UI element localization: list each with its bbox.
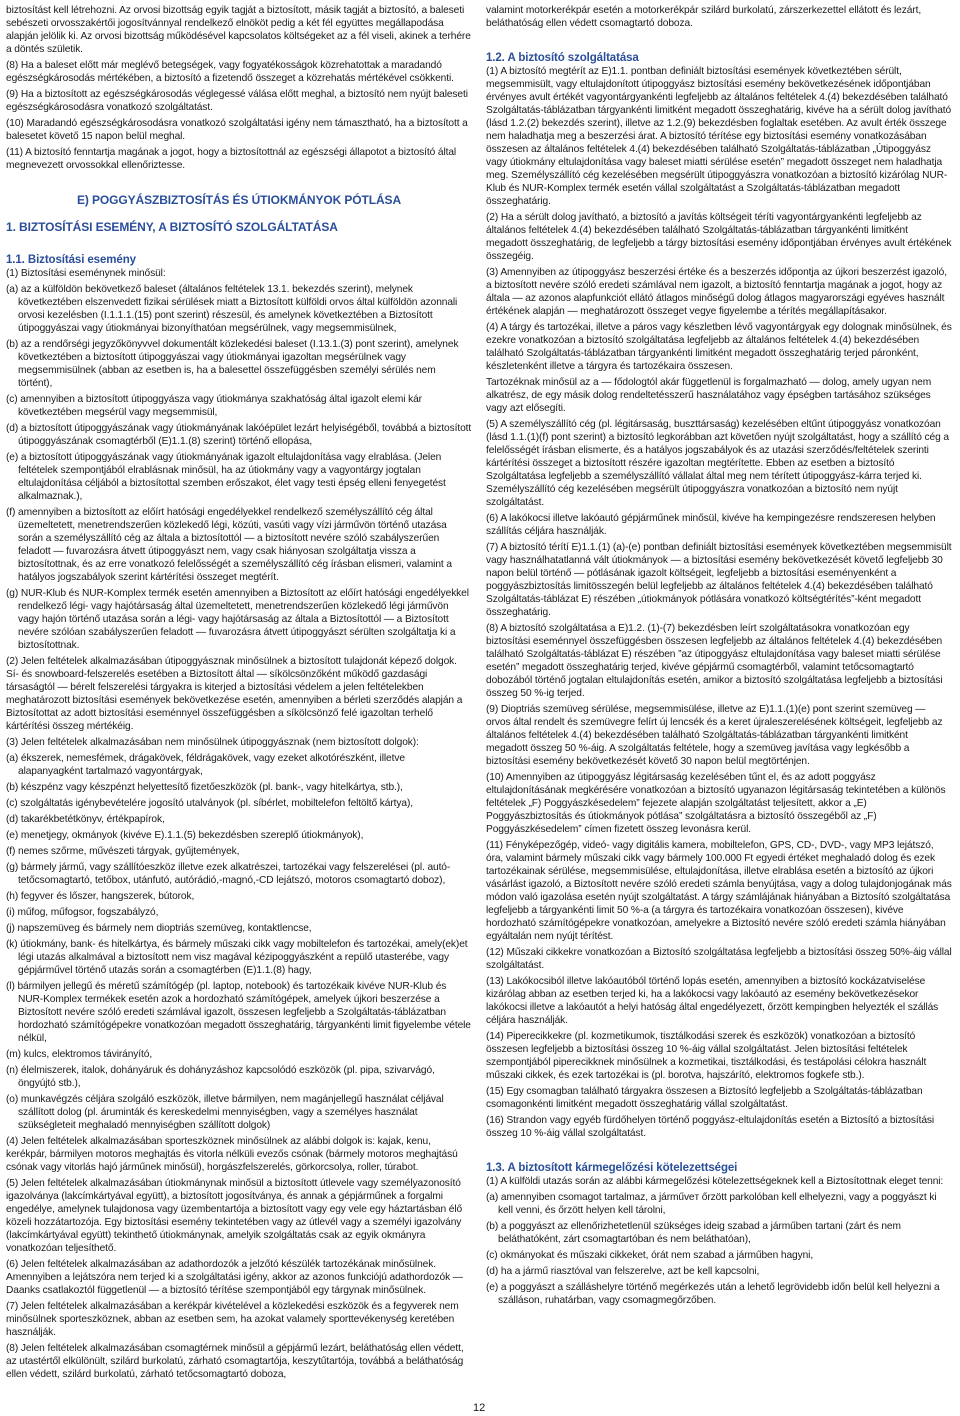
paragraph-2: (2) Jelen feltételek alkalmazásában útipoggyásznak minősülnek a biztosított tulajdonát képező dolgok. Sí- és snowboard-felszerelés esetében a Biztosított által — síkölcsönzőként működő gazdasági társaságtól — bérelt felszerelési tárgyakra is kiterjed a biztosítási védelem a jelen feltételekben meghatározott biztosítási események bekövetkezése esetén, amennyiben a bérleti szerződés alapján a Biztosítottat az adott biztosítási eseménnyel összefüggésben a síkölcsönző felé igazoltan terhelő kártérítési összeg mértékéig. bbox=[6, 656, 463, 732]
list-item: (m) kulcs, elektromos távirányító, bbox=[6, 1049, 153, 1060]
paragraph-12: (12) Műszaki cikkekre vonatkozóan a Biztosító szolgáltatása legfeljebb a biztosítási összeg 50%-áig vállal szolgáltatást. bbox=[486, 947, 952, 971]
list-item: (b) készpénz vagy készpénzt helyettesítő fizetőeszközök (pl. bank-, vagy hitelkártya, stb.), bbox=[6, 782, 403, 793]
paragraph-8: (8) A biztosító szolgáltatása a E)1.2. (1)-(7) bekezdésben leírt szolgáltatásokra vonatkozóan egy biztosítási eseménnyel összefüggésben összesen legfeljebb az általános feltételek 4.(4) bekezdésében található Szolgáltatás-táblázat E) részében ”az útipoggyász eltulajdonítása vagy baleset miatti sérülése esetén” megadott összeghatárig terjed, kivéve gépjármű csomagtérből, valamint tetőcsomagtartó dobozából történő jogtalan eltulajdonítás esetén, amikor a biztosító szolgáltatása legfeljebb a biztosítási összeg 50 %-ig terjed. bbox=[486, 623, 943, 699]
list-item: (a) amennyiben csomagot tartalmaz, a járműveт őrzött parkolóban kell elhelyezni, vagy a poggyászt ki kell venni, és őrzött helyen kell tárolni, bbox=[486, 1192, 937, 1216]
list-item: (l) bármilyen jellegű és méretű számítógép (pl. laptop, notebook) és tartozékaik kivéve NUR-Klub és NUR-Komplex termékek esetén azok a hordozható számítógépek, amelyek újkori beszerzése a Biztosított nevére szóló eredeti számlával igazolt, összesen legfeljebb a Szolgáltatás-táblázatban hordozható számítógépekre vonatkozóan megadott összeghatárig, tárgyankénti limit figyelembe vétele nélkül, bbox=[6, 981, 471, 1044]
paragraph-10: (10) Maradandó egészségkárosodásra vonatkozó szolgáltatási igény nem támasztható, ha a biztosított a balesetet követő 15 napon belül meghal. bbox=[6, 118, 468, 142]
paragraph-6: (6) A lakókocsi illetve lakóautó gépjárműnek minősül, kivéve ha kempingezésre rendszeresen helyben szállítás céljára használják. bbox=[486, 513, 936, 537]
list-item: (c) szolgáltatás igénybevételére jogosító utalványok (pl. síbérlet, mobiltelefon feltöltő kártya), bbox=[6, 798, 413, 809]
left-column bbox=[6, 4, 472, 1384]
paragraph-continued: valamint motorkerékpár esetén a motorkerékpár szilárd burkolatú, zárszerkezettel ellátott és lezárt, beláthatóság ellen védett csomagtartó doboza. bbox=[486, 5, 922, 29]
item-e: (e) a biztosított útipoggyászának vagy útiokmányának igazolt eltulajdonítása vagy elrablása. (Jelen feltételek szempontjából elrablásnak minősül, ha az útiokmány vagy a vagyontárgy jogtalan eltulajdonítása céljából a biztosítottal szemben erőszakot, élet vagy testi épség elleni fenyegetést alkalmaznak.), bbox=[6, 452, 446, 502]
excluded-items-list bbox=[6, 752, 472, 1132]
list-item: (b) a poggyászt az ellenőrizhetetlenül szükséges ideig szabad a járműben tartani (zárt és nem beláthatóként, zárt csomagtartóban és nem beláthatóan), bbox=[486, 1221, 901, 1245]
paragraph-3: (3) Jelen feltételek alkalmazásában nem minősülnek útipoggyásznak (nem biztosított dolgok): bbox=[6, 737, 419, 748]
subheading-1-2: 1.2. A biztosító szolgáltatása bbox=[486, 52, 639, 64]
section-title: E) POGGYÁSZBIZTOSÍTÁS ÉS ÚTIOKMÁNYOK PÓTLÁSA bbox=[76, 193, 402, 207]
paragraph-2: (2) Ha a sérült dolog javítható, a biztosító a javítás költségeit téríti vagyontárgyankénti legfeljebb az általános feltételek 4.(4) bekezdésében található Szolgáltatás-táblázatban tárgyankénti limitként megadott összeghatárig, de legfeljebb a tárgy biztosítási esemény időpontjában érvényes avult értékének összegéig. bbox=[486, 212, 952, 262]
paragraph-7: (7) A biztosító térítí E)1.1.(1) (a)-(e) pontban definiált biztosítási események következtében megsemmisült vagy használhatatlanná vált útiokmányok — a biztosítási esemény bekövetkezését követő legfeljebb 30 napon belül történő — pótlásának igazolt költségeit, legfeljebb a biztosítási eseményenként a poggyászbiztosítás limitösszegén belül legfeljebb az általános feltételek 4.(4) bekezdésében található Szolgáltatás-táblázat E) részében „útiokmányok pótlására vonatkozó költségtérítés”-ként megadott összeghatárig. bbox=[486, 542, 952, 618]
right-column bbox=[486, 4, 952, 1310]
paragraph-3: (3) Amennyiben az útipoggyász beszerzési értéke és a beszerzés időpontja az újkori beszerzést igazoló, a biztosított nevére szóló eredeti számlával nem igazolt, a biztosító fenntartja magának a jogot, hogy az általa — az azonos alapfunkciót ellátó átlagos minőségű dolog átlagos magyarországi egyéves használt értékének alapján — meghatározott összeget vegye figyelembe a térítés megállapításakor. bbox=[486, 267, 947, 317]
paragraph-13: (13) Lakókocsiból illetve lakóautóból történő lopás esetén, amennyiben a biztosító kockázatviselése kizárólag abban az esetben terjed ki, ha a lakókocsi vagy lakóautó az esemény bekövetkezésekor lakókocsi illetve a lakóautót a helyi hatóság által engedélyezett, őrzött kempingben helyezték el szállás céljára használják. bbox=[486, 976, 939, 1026]
item-g: (g) NUR-Klub és NUR-Komplex termék esetén amennyiben a Biztosított az előírt hatósági engedélyekkel rendelkező légi- vagy hajótársaság által üzemeltetett, menetrendszerűen közlekedő légi járművön vagy hajón történő utazása során a légi- vagy hajótársaság az általa a Biztosítottól — a Biztosított nevére szólóan szabályszerűen feladott — fuvarozásra átvett útipoggyászt sérülten szolgáltatja ki a biztosítottnak. bbox=[6, 588, 469, 651]
list-item: (g) bármely jármű, vagy szállítóeszköz illetve ezek alkatrészei, tartozékai vagy felszerelései (pl. autó-tetőcsomagtartó, tetőbox, utánfutó, autórádió,-magnó,-CD lejátszó, motoros csomagtartó doboz), bbox=[6, 862, 451, 886]
list-item: (n) élelmiszerek, italok, dohányáruk és dohányzáshoz kapcsolódó eszközök (pl. pipa, szivarvágó, öngyújtó stb.), bbox=[6, 1065, 435, 1089]
paragraph-14: (14) Piperecikkekre (pl. kozmetikumok, tisztálkodási szerek és eszközök) vonatkozóan a biztosító összesen legfeljebb a biztosítási összeg 10 %-áig vállal szolgáltatást. Jelen biztosítási feltételek szempontjából piperecikknek minősülnek a kozmetikai, tisztálkodási, és testápolási célokra használt műszaki cikkek, és ezek tartozékai is (pl. borotva, hajszárító, elektromos fogkefe stb.). bbox=[486, 1031, 927, 1081]
page-number: 12 bbox=[473, 1402, 486, 1414]
paragraph-1: (1) A biztosító megtérít az E)1.1. pontban definiált biztosítási események következtében sérült, megsemmisült, vagy eltulajdonított útipoggyász biztosítási esemény bekövetkezésének időpontjában érvényes avult értékét vagyontárgyankénti legfeljebb az általános feltételek 4.(4) bekezdésében található Szolgáltatás-táblázatban tárgyankénti limitként megadott összeghatárig, kivéve ha a sérült dolog javítható (lásd 1.2.(2) bekezdés szerint), illetve az 1.2.(9) bekezdésben foglaltak esetében. Az avult érték összege nem haladhatja meg a beszerzési árat. A biztosító térítése egy biztosítási esemény vonatkozásában összesen az általános feltételek 4.(4) bekezdésében található Szolgáltatás-táblázatban „Útipoggyász vagy útiokmány eltulajdonítása vagy baleset miatti sérülése esetén” megadott összeget nem haladhatja meg. Személyszállító cég kezelésében megsérült útipoggyászra vonatkozóan a biztosító kizárólag NUR-Klub és NUR-Komplex termék esetén vállal szolgáltatást a Szolgáltatás-táblázatban megadott összeghatárig. bbox=[486, 66, 952, 207]
list-item: (e) a poggyászt a szálláshelyre történő megérkezés után a lehető legrövidebb időn belül kell helyezni a szálláson, ruhatárban, vagy csomagmegőrzőben. bbox=[486, 1282, 940, 1306]
item-f: (f) amennyiben a biztosított az előírt hatósági engedélyekkel rendelkező személyszállító cég által üzemeltetett, menetrendszerűen közlekedő légi, közúti, vasúti vagy vízi járművön történő utazása során a személyszállító cég az általa a biztosítottól — a biztosított nevére szóló szabályszerűen feladott — fuvarozásra átvett útipoggyászt nem, vagy csak hiányosan szolgáltatja vissza a biztosítottnak, és az erre vonatkozó felelősségét a személyszállító cég írásban elismeri, valamint a hatályos jogszabályok szerint kártérítési összeget megtérít. bbox=[6, 507, 452, 583]
paragraph-9: (9) Dioptriás szemüveg sérülése, megsemmisülése, illetve az E)1.1.(1)(e) pont szerint szemüveg — orvos által rendelt és szemüvegre felírt új lencsék és a keret újraleszerelésének költségeit, legfeljebb az általános feltételek 4.(4) bekezdésében található Szolgáltatás-táblázatban tárgyankénti limitként megadott összeg 50 %-áig. A szolgáltatás feltétele, hogy a szemüveg javítása vagy legkésőbb a biztosítási esemény bekövetkezését követő 30 napon belül megtörténjen. bbox=[486, 704, 943, 767]
item-d: (d) a biztosított útipoggyászának vagy útiokmányának lakóépület lezárt helyiségéből, továbbá a biztosított útipoggyászának csomagtérből (E)1.1.(8) szerint) történő ellopása, bbox=[6, 423, 472, 447]
list-item: (c) okmányokat és műszaki cikkeket, órát nem szabad a járműben hagyni, bbox=[486, 1250, 814, 1261]
paragraph-7: (7) Jelen feltételek alkalmazásában a kerékpár kivételével a közlekedési eszközök és a fegyverek nem minősülnek sporteszköznek, abban az esetben sem, ha azokat valamely sporttevékenység keretében használják. bbox=[6, 1301, 459, 1338]
paragraph-1-3-1: (1) A külföldi utazás során az alábbi kármegelőzési kötelezettségeknek kell a Biztosítottnak eleget tenni: bbox=[486, 1176, 944, 1187]
paragraph-4: (4) A tárgy és tartozékai, illetve a páros vagy készletben lévő vagyontárgyak egy dolognak minősülnek, és ezekre vonatkozóan a biztosító szolgáltatása legfeljebb az általános feltételek 4.(4) bekezdésében található Szolgáltatás-táblázatban tárgyankénti limitként megadott összeghatárig terjed páronként, készletenként illetve a tárgyra és tartozékaira összesen. bbox=[486, 322, 952, 372]
paragraph-16: (16) Strandon vagy egyéb fürdőhelyen történő poggyász-eltulajdonítás esetén a Biztosító a biztosítási összeg 10 %-áig vállal szolgáltatást. bbox=[486, 1115, 935, 1139]
paragraph-intro: biztosítást kell létrehozni. Az orvosi bizottság egyik tagját a biztosított, másik tagját a biztosító, a baleseti sebészeti orvosszakértői jogosítvánnyal rendelkező elnököt pedig a két fél együttes megállapodása alapján jelölik ki. Az orvosi bizottság működésével kapcsolatos költségeket az a fél viseli, akinek a terhére a döntés születik. bbox=[6, 5, 471, 55]
paragraph-11: (11) Fényképezőgép, videó- vagy digitális kamera, mobiltelefon, GPS, CD-, DVD-, vagy MP3 lejátszó, óra, valamint bármely műszaki cikk vagy bármely 100.000 Ft egyedi értéket meghaladó dolog és ezek tartozékainak sérülése, megsemmisülése, eltulajdonítása, illetve elrablása esetén a biztosító az újkori vásárlást igazoló, a Biztosított nevére szóló eredeti számla benyújtása, vagy a dolog tulajdonjogának más módon való igazolása esetén nyújt szolgáltatást. A tárgy számlájának hiányában a Biztosító szolgáltatása legfeljebb a tárgyankénti limit 50 %-a (a tárgyra és tartozékaira vonatkozóan összesen), kivéve hordozható számítógépekre vonatkozóan, amelyekre a Biztosító nevére szóló eredeti számla hiányában egyáltalán nem nyújt térítést. bbox=[486, 840, 952, 942]
paragraph-9: (9) Ha a biztosított az egészségkárosodás véglegessé válása előtt meghal, a biztosító nem nyújt baleseti egészségkárosodásra vonatkozó szolgáltatást. bbox=[6, 89, 468, 113]
paragraph-8b: (8) Jelen feltételek alkalmazásában csomagtérnek minősül a gépjármű lezárt, beláthatóság ellen védett, az utastértől elkülönült, szilárd burkolatú, zárható csomagtartója, keszytűtartója, továbbá a beláthatóság ellen védett, szilárd burkolatú, zárható tetőcsomagtartó doboza, bbox=[6, 1343, 464, 1380]
paragraph-1-1-1: (1) Biztosítási eseménynek minősül: bbox=[6, 268, 166, 279]
list-item: (h) fegyver és lőszer, hangszerek, bútorok, bbox=[6, 891, 195, 902]
list-item: (f) nemes szőrme, művészeti tárgyak, gyűjtemények, bbox=[6, 846, 240, 857]
list-item: (j) napszemüveg és bármely nem dioptriás szemüveg, kontaktlencse, bbox=[6, 923, 312, 934]
list-item: (d) takarékbetétkönyv, értékpapírok, bbox=[6, 814, 165, 825]
paragraph-4b: Tartozéknak minősül az a — fődologtól akár függetlenül is forgalmazható — dolog, amely ugyan nem alkatrész, de egy másik dolog rendeltetésszerű használatához vagy épségben tartásához szükséges vagy azt elősegíti. bbox=[486, 377, 932, 414]
list-item: (d) ha a jármű riasztóval van felszerelve, azt be kell kapcsolni, bbox=[486, 1266, 760, 1277]
paragraph-15: (15) Egy csomagban található tárgyakra összesen a Biztosító legfeljebb a Szolgáltatás-táblázatban csomagonkénti limitként megadott összeghatárig vállal szolgáltatást. bbox=[486, 1086, 923, 1110]
paragraph-8: (8) Ha a baleset előtt már meglévő betegségek, vagy fogyatékosságok közrehatottak a maradandó egészségkárosodás mértékében, a biztosító a fizetendő összeget a közrehatás mértékével csökkenti. bbox=[6, 60, 454, 84]
list-item: (e) menetjegy, okmányok (kivéve E).1.1.(5) bekezdésben szereplő útiokmányok), bbox=[6, 830, 364, 841]
paragraph-5: (5) A személyszállító cég (pl. légitársaság, buszttársaság) kezelésében eltűnt útipoggyász vonatkozóan (lásd 1.1.(1)(f) pont szerint) a biztosító legkorábban azt követően nyújt szolgáltatást, hogy a szállító cég a felelősségét írásban elismerte, és a hatályos jogszabályok és az utazási szerződés/feltételek szerinti kártérítési összeget a biztosított részére igazoltan megtérítette. Ebben az esetben a biztosító Szolgáltatása legfeljebb a személyszállító vállalat által meg nem térített útipoggyász-kárra terjed ki. Személyszállító cég kezelésében megsérült útipoggyászra vonatkozóan a biztosító nem nyújt szolgáltatást. bbox=[486, 419, 949, 508]
paragraph-4: (4) Jelen feltételek alkalmazásában sporteszköznek minősülnek az alábbi dolgok is: kajak, kenu, kerékpár, bármilyen motoros meghajtás és vitorla nélküli evezős csónak (bármely motoros meghajtású csónak vagy vitorlás hajó járműnek minősül), horgászfelszerelés, görkorcsolya, roller, túrabot. bbox=[6, 1136, 458, 1173]
paragraph-5: (5) Jelen feltételek alkalmazásában útiokmánynak minősül a biztosított útlevele vagy személyazonosító igazolványa (lakcímkártyával együtt), a biztosított jogosítványa, és annak a gépjárműnek a forgalmi engedélye, amelynek tulajdonosa vagy üzembentartója a biztosított vagy egy vele egy háztartásban élő közeli hozzátartozója. Egy biztosítási esemény tekintetében vagy az útlevél vagy a személyi igazolvány (lakcímkártyával együtt) tekinthető útiokmánynak, amelyik szolgáltatás csak az egyik okmányra vonatkozóan teljesíthető. bbox=[6, 1178, 463, 1254]
list-item: (i) műfog, műfogsor, fogszabályzó, bbox=[6, 907, 159, 918]
item-a: (a) az a külföldön bekövetkező baleset (általános feltételek 13.1. bekezdés szerint), melynek következtében elszenvedett fizikai sérülések miatt a Biztosított külföldi orvos által külföldön azonnali orvosi kezelésben (I.1.1.1.(15) pont szerint) részesül, és amelynek következtében a Biztosított útipoggyászai vagy útiokmányai bizonyíthatóan megsérülnek, vagy megsemmisülnek, bbox=[6, 284, 458, 334]
list-item: (o) munkavégzés céljára szolgáló eszközök, illetve bármilyen, nem magánjellegű használat céljával szállított dolog (pl. áruminták és kereskedelmi mennyiségben, vagy a személyes használat szükségleteit meghaladó mennyiségben szállított dolgok) bbox=[6, 1094, 444, 1131]
chapter-heading: 1. BIZTOSÍTÁSI ESEMÉNY, A BIZTOSÍTÓ SZOLGÁLTATÁSA bbox=[6, 220, 338, 234]
subheading-1-1: 1.1. Biztosítási esemény bbox=[6, 254, 136, 266]
paragraph-11: (11) A biztosító fenntartja magának a jogot, hogy a biztosítottnál az egészségi állapotot a biztosító által megnevezett orvossokkal ellenőriztesse. bbox=[6, 147, 457, 171]
paragraph-10: (10) Amennyiben az útipoggyász légitársaság kezelésében tűnt el, és az adott poggyász eltulajdonításának megkérésére vonatkozóan a biztosító ugyanazon légitársaság tekintetében a különös feltételek „F) Poggyászkésedelem” fejezete alapján szolgáltatást teljesített, akkor a „E) Poggyászbiztosítás és útiokmányok pótlása” szolgáltatásra a biztosító összegéből az „F) Poggyászkésedelem” címen fizetett összeg levonásra kerül. bbox=[486, 772, 946, 835]
item-b: (b) az a rendőrségi jegyzőkönyvvel dokumentált közlekedési baleset (I.13.1.(3) pont szerint), amelynek következtében a biztosított útipoggyászai vagy útiokmányai igazoltan megsérülnek vagy megsemmisülnek (abban az esetben is, ha a balesettel összefüggésben személyi sérülés nem történt), bbox=[6, 339, 459, 389]
subheading-1-3: 1.3. A biztosított kármegelőzési kötelezettségei bbox=[486, 1162, 738, 1174]
item-c: (c) amennyiben a biztosított útipoggyásza vagy útiokmánya szakhatóság által igazolt elemi kár következtében megsérül vagy megsemmisül, bbox=[6, 394, 422, 418]
paragraph-6: (6) Jelen feltételek alkalmazásában az adathordozók a jelzőtó készülék tartozékának minősülnek. Amennyiben a lejátszóra nem terjed ki a szolgáltatási igény, akkor az azonos funkciójú adathordozók — Daanks csatlakoztól függetlenül — a biztosító térítése szempontjából egy tárgynak minősülnek. bbox=[6, 1259, 463, 1296]
list-item: (a) ékszerek, nemesfémek, drágakövek, féldrágakövek, vagy ezeket alkotórészként, illetve alapanyagként tartalmazó vagyontárgyak, bbox=[6, 753, 405, 777]
list-item: (k) útiokmány, bank- és hitelkártya, és bármely műszaki cikk vagy mobiltelefon és tartozékai, amely(ek)et légi utazás alkalmával a biztosított nem visz magával kézipoggyászként a repülő utasterébe, vagy gépjárművel történő utazás során a csomagtérben (E)1.1.(8) hagy, bbox=[6, 939, 468, 976]
